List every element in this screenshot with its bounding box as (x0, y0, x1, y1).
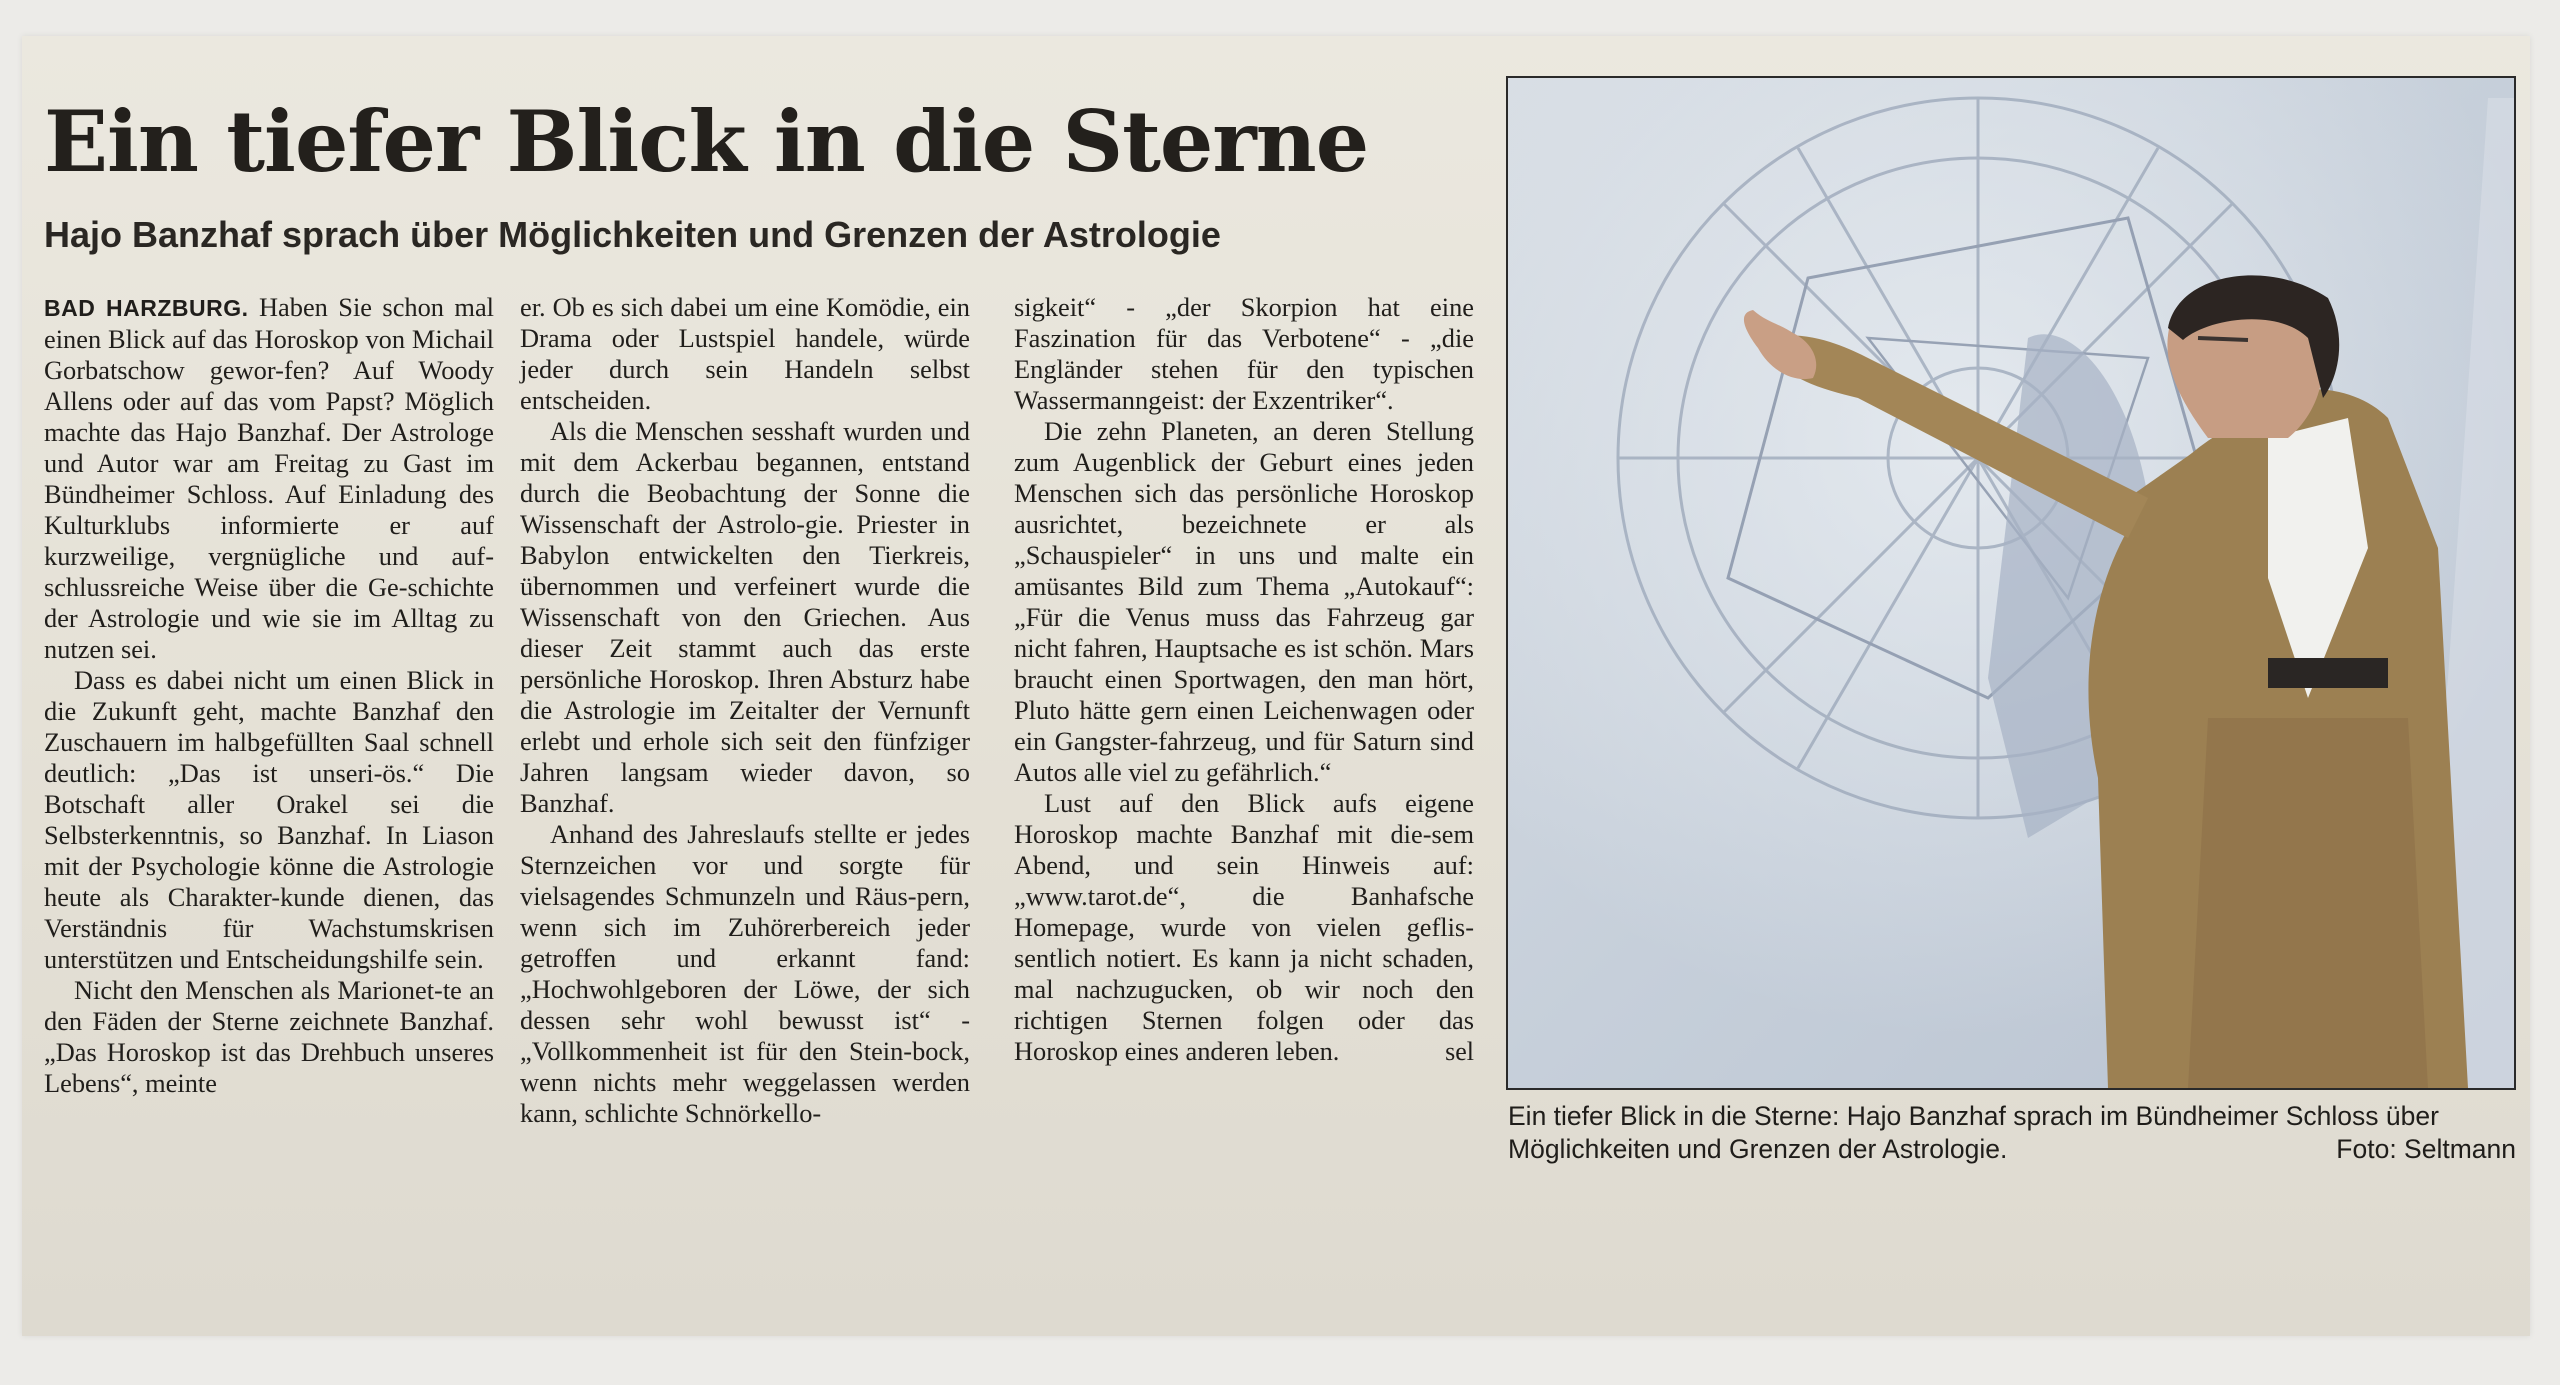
paragraph: Nicht den Menschen als Marionet-te an den Fäden der Sterne zeichnete Banzhaf. „Das Horoskop ist das Drehbuch unseres Lebens“, meinte (44, 975, 494, 1098)
article-headline: Ein tiefer Blick in die Sterne (44, 92, 1369, 191)
article-photo (1506, 76, 2516, 1090)
photo-credit: Foto: Seltmann (2336, 1134, 2516, 1164)
paragraph: sigkeit“ - „der Skorpion hat eine Faszination für das Verbotene“ - „die Engländer stehen für den typischen Wassermanngeist: der Exzentriker“. (1014, 292, 1474, 415)
author-initials: sel (1445, 1037, 1474, 1066)
photo-caption: Ein tiefer Blick in die Sterne: Hajo Banzhaf sprach im Bündheimer Schloss über Möglichkeiten und Grenzen der Astrologie. Foto: Seltmann (1508, 1101, 2516, 1164)
dateline: BAD HARZBURG. (44, 295, 249, 321)
article-column-1 (44, 292, 494, 1099)
paragraph: Anhand des Jahreslaufs stellte er jedes Sternzeichen vor und sorgte für vielsagendes Schmunzeln und Räus-pern, wenn sich im Zuhörerbereich jeder getroffen und erkannt fand: „Hochwohlgeboren der Löwe, der sich dessen sehr wohl bewusst ist“ - „Vollkommenheit ist für den Stein-bock, wenn nichts mehr weggelassen werden kann, schlichte Schnörkello- (520, 819, 970, 1128)
paragraph: Dass es dabei nicht um einen Blick in die Zukunft geht, machte Banzhaf den Zuschauern im halbgefüllten Saal schnell deutlich: „Das ist unseri-ös.“ Die Botschaft aller Orakel sei die Selbsterkenntnis, so Banzhaf. In Liason mit der Psychologie könne die Astrologie heute als Charakter-kunde dienen, das Verständnis für Wachstumskrisen unterstützen und Entscheidungshilfe sein. (44, 665, 494, 974)
article-column-3 (1014, 292, 1474, 1067)
article-column-2 (520, 292, 970, 1129)
article-subheadline: Hajo Banzhaf sprach über Möglichkeiten und Grenzen der Astrologie (44, 214, 1221, 255)
paragraph: er. Ob es sich dabei um eine Komödie, ein Drama oder Lustspiel handele, würde jeder durch sein Handeln selbst entscheiden. (520, 292, 970, 415)
paragraph: BAD HARZBURG. Haben Sie schon mal einen Blick auf das Horoskop von Michail Gorbatschow gewor-fen? Auf Woody Allens oder auf das vom Papst? Möglich machte das Hajo Banzhaf. Der Astrologe und Autor war am Freitag zu Gast im Bündheimer Schloss. Auf Einladung des Kulturklubs informierte er auf kurzweilige, vergnügliche und auf-schlussreiche Weise über die Ge-schichte der Astrologie und wie sie im Alltag zu nutzen sei. (44, 292, 494, 664)
paragraph: Die zehn Planeten, an deren Stellung zum Augenblick der Geburt eines jeden Menschen sich das persönliche Horoskop ausrichtet, bezeichnete er als „Schauspieler“ in uns und malte ein amüsantes Bild zum Thema „Autokauf“: „Für die Venus muss das Fahrzeug gar nicht fahren, Hauptsache es ist schön. Mars braucht einen Sportwagen, den man hört, Pluto hätte gern einen Leichenwagen oder ein Gangster-fahrzeug, und für Saturn sind Autos alle viel zu gefährlich.“ (1014, 416, 1474, 787)
paragraph: Lust auf den Blick aufs eigene Horoskop machte Banzhaf mit die-sem Abend, und sein Hinweis auf: „www.tarot.de“, die Banhafsche Homepage, wurde von vielen geflis-sentlich notiert. Es kann ja nicht schaden, mal nachzugucken, ob wir noch den richtigen Sternen folgen oder das Horoskop eines anderen leben. (1014, 788, 1474, 1066)
paragraph: Als die Menschen sesshaft wurden und mit dem Ackerbau begannen, entstand durch die Beobachtung der Sonne die Wissenschaft der Astrolo-gie. Priester in Babylon entwickelten den Tierkreis, übernommen und verfeinert wurde die Wissenschaft von den Griechen. Aus dieser Zeit stammt auch das erste persönliche Horoskop. Ihren Absturz habe die Astrologie im Zeitalter der Vernunft erlebt und erhole sich seit den fünfziger Jahren langsam wieder davon, so Banzhaf. (520, 416, 970, 818)
photo-illustration (1508, 78, 2514, 1088)
